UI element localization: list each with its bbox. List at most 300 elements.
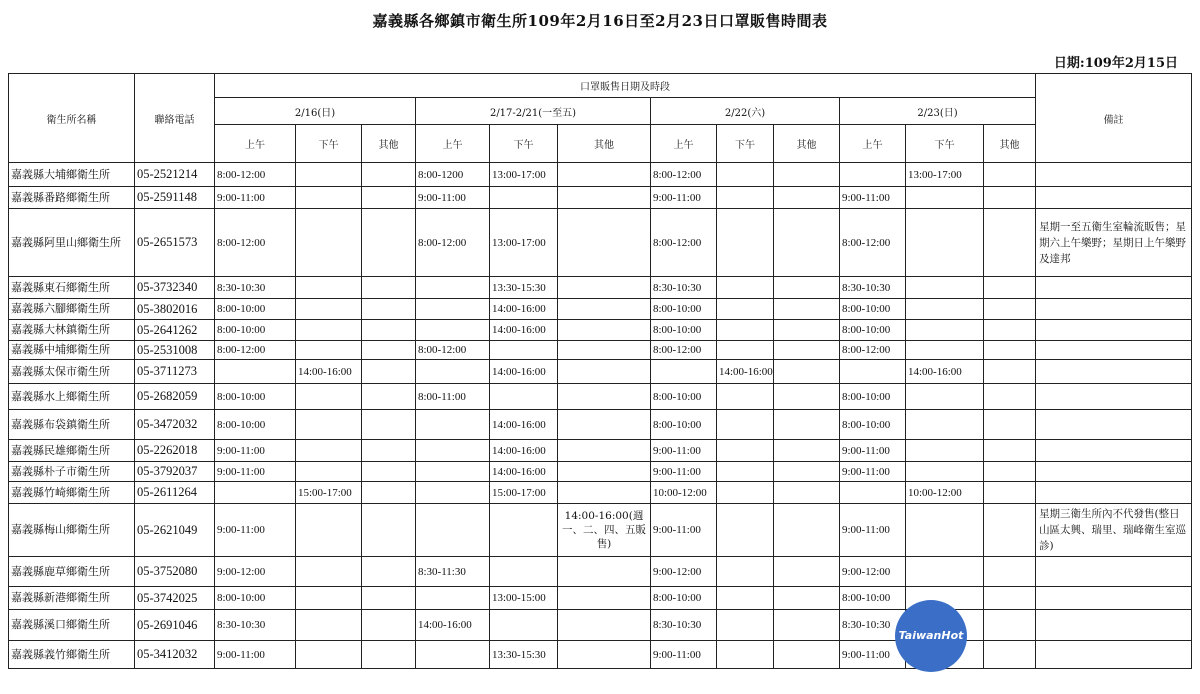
time-slot xyxy=(362,440,416,462)
remark-cell xyxy=(1036,641,1192,669)
time-slot xyxy=(558,482,651,504)
time-slot: 14:00-16:00 xyxy=(717,360,774,384)
table-row xyxy=(9,462,1192,482)
table-row xyxy=(9,360,1192,384)
header-pm: 下午 xyxy=(490,125,558,163)
time-slot xyxy=(774,163,840,187)
schedule-table xyxy=(8,73,1192,669)
clinic-name: 嘉義縣阿里山鄉衛生所 xyxy=(9,209,135,277)
time-slot: 14:00-16:00 xyxy=(490,360,558,384)
time-slot xyxy=(416,360,490,384)
time-slot: 14:00-16:00 xyxy=(296,360,362,384)
time-slot: 8:00-1200 xyxy=(416,163,490,187)
clinic-name: 嘉義縣水上鄉衛生所 xyxy=(9,384,135,410)
time-slot: 13:00-17:00 xyxy=(490,163,558,187)
header-phone: 聯絡電話 xyxy=(135,74,215,163)
remark-cell xyxy=(1036,462,1192,482)
time-slot xyxy=(362,187,416,209)
time-slot: 8:30-11:30 xyxy=(416,557,490,587)
contact-phone: 05-2621049 xyxy=(135,504,215,557)
time-slot xyxy=(558,299,651,320)
contact-phone: 05-3752080 xyxy=(135,557,215,587)
table-row xyxy=(9,504,1192,557)
time-slot: 8:00-10:00 xyxy=(215,384,296,410)
contact-phone: 05-3472032 xyxy=(135,410,215,440)
time-slot xyxy=(774,482,840,504)
time-slot xyxy=(416,440,490,462)
time-slot xyxy=(984,410,1036,440)
time-slot xyxy=(717,209,774,277)
time-slot xyxy=(906,341,984,360)
time-slot xyxy=(984,299,1036,320)
time-slot xyxy=(717,587,774,610)
time-slot xyxy=(296,163,362,187)
time-slot xyxy=(558,440,651,462)
table-row xyxy=(9,341,1192,360)
clinic-name: 嘉義縣番路鄉衛生所 xyxy=(9,187,135,209)
time-slot xyxy=(984,163,1036,187)
time-slot: 8:00-10:00 xyxy=(215,320,296,341)
time-slot xyxy=(774,299,840,320)
time-slot xyxy=(840,360,906,384)
time-slot xyxy=(296,299,362,320)
clinic-name: 嘉義縣布袋鎮衛生所 xyxy=(9,410,135,440)
time-slot xyxy=(362,504,416,557)
time-slot: 8:30-10:30 xyxy=(840,277,906,299)
time-slot xyxy=(362,277,416,299)
remark-cell xyxy=(1036,320,1192,341)
time-slot xyxy=(717,410,774,440)
contact-phone: 05-2651573 xyxy=(135,209,215,277)
time-slot xyxy=(984,384,1036,410)
table-row xyxy=(9,299,1192,320)
time-slot: 9:00-11:00 xyxy=(215,462,296,482)
clinic-name: 嘉義縣溪口鄉衛生所 xyxy=(9,610,135,641)
time-slot: 8:00-12:00 xyxy=(416,209,490,277)
time-slot: 8:00-12:00 xyxy=(215,163,296,187)
contact-phone: 05-3711273 xyxy=(135,360,215,384)
time-slot xyxy=(717,641,774,669)
remark-cell xyxy=(1036,384,1192,410)
time-slot xyxy=(296,277,362,299)
time-slot xyxy=(558,320,651,341)
time-slot: 9:00-12:00 xyxy=(651,557,717,587)
time-slot: 8:30-10:30 xyxy=(651,277,717,299)
time-slot xyxy=(362,360,416,384)
time-slot xyxy=(774,320,840,341)
time-slot: 8:00-10:00 xyxy=(840,299,906,320)
time-slot xyxy=(558,410,651,440)
clinic-name: 嘉義縣義竹鄉衛生所 xyxy=(9,641,135,669)
clinic-name: 嘉義縣朴子市衛生所 xyxy=(9,462,135,482)
time-slot: 10:00-12:00 xyxy=(651,482,717,504)
time-slot xyxy=(717,187,774,209)
header-pm: 下午 xyxy=(717,125,774,163)
time-slot xyxy=(416,587,490,610)
time-slot xyxy=(362,587,416,610)
time-slot: 13:00-17:00 xyxy=(490,209,558,277)
time-slot: 13:00-15:00 xyxy=(490,587,558,610)
time-slot: 9:00-11:00 xyxy=(215,440,296,462)
time-slot: 14:00-16:00 xyxy=(906,360,984,384)
table-row xyxy=(9,610,1192,641)
time-slot xyxy=(296,384,362,410)
time-slot: 13:00-17:00 xyxy=(906,163,984,187)
header-am: 上午 xyxy=(215,125,296,163)
header-other: 其他 xyxy=(984,125,1036,163)
remark-cell xyxy=(1036,610,1192,641)
time-slot: 14:00-16:00(週一、二、四、五販售) xyxy=(558,504,651,557)
clinic-name: 嘉義縣六腳鄉衛生所 xyxy=(9,299,135,320)
time-slot: 8:30-10:30 xyxy=(840,610,906,641)
time-slot xyxy=(906,504,984,557)
time-slot: 9:00-11:00 xyxy=(651,504,717,557)
contact-phone: 05-3732340 xyxy=(135,277,215,299)
time-slot xyxy=(984,462,1036,482)
contact-phone: 05-2611264 xyxy=(135,482,215,504)
remark-cell xyxy=(1036,557,1192,587)
time-slot: 14:00-16:00 xyxy=(416,610,490,641)
contact-phone: 05-2521214 xyxy=(135,163,215,187)
header-pm: 下午 xyxy=(906,125,984,163)
time-slot xyxy=(296,504,362,557)
time-slot xyxy=(906,187,984,209)
clinic-name: 嘉義縣新港鄉衛生所 xyxy=(9,587,135,610)
time-slot xyxy=(296,462,362,482)
time-slot: 9:00-11:00 xyxy=(840,504,906,557)
time-slot xyxy=(296,440,362,462)
time-slot xyxy=(984,440,1036,462)
time-slot: 9:00-11:00 xyxy=(416,187,490,209)
table-row xyxy=(9,163,1192,187)
remark-cell xyxy=(1036,163,1192,187)
header-other: 其他 xyxy=(362,125,416,163)
time-slot: 8:00-10:00 xyxy=(651,410,717,440)
remark-cell: 星期一至五衛生室輪流販售；星期六上午樂野；星期日上午樂野及達邦 xyxy=(1036,209,1192,277)
time-slot xyxy=(558,360,651,384)
time-slot xyxy=(717,163,774,187)
time-slot: 9:00-11:00 xyxy=(215,504,296,557)
time-slot: 14:00-16:00 xyxy=(490,462,558,482)
header-day: 2/16(日) xyxy=(215,98,416,125)
table-row xyxy=(9,384,1192,410)
time-slot xyxy=(717,440,774,462)
clinic-name: 嘉義縣太保市衛生所 xyxy=(9,360,135,384)
document-date: 日期:109年2月15日 xyxy=(1053,56,1178,71)
time-slot: 8:00-10:00 xyxy=(840,410,906,440)
time-slot xyxy=(984,641,1036,669)
header-am: 上午 xyxy=(416,125,490,163)
time-slot: 8:30-10:30 xyxy=(215,610,296,641)
remark-cell xyxy=(1036,299,1192,320)
time-slot xyxy=(774,641,840,669)
remark-cell xyxy=(1036,277,1192,299)
time-slot xyxy=(362,610,416,641)
time-slot xyxy=(906,462,984,482)
clinic-name: 嘉義縣鹿草鄉衛生所 xyxy=(9,557,135,587)
time-slot xyxy=(490,384,558,410)
header-sales-period: 口罩販售日期及時段 xyxy=(215,74,1036,98)
header-day: 2/22(六) xyxy=(651,98,840,125)
header-other: 其他 xyxy=(774,125,840,163)
time-slot xyxy=(490,557,558,587)
time-slot xyxy=(906,320,984,341)
time-slot xyxy=(362,209,416,277)
time-slot xyxy=(984,320,1036,341)
time-slot xyxy=(558,277,651,299)
time-slot xyxy=(416,504,490,557)
time-slot xyxy=(774,440,840,462)
time-slot xyxy=(984,587,1036,610)
time-slot xyxy=(296,341,362,360)
time-slot xyxy=(416,641,490,669)
time-slot: 14:00-16:00 xyxy=(490,320,558,341)
time-slot: 10:00-12:00 xyxy=(906,482,984,504)
time-slot xyxy=(774,557,840,587)
contact-phone: 05-3802016 xyxy=(135,299,215,320)
time-slot: 8:30-10:30 xyxy=(651,610,717,641)
time-slot xyxy=(717,504,774,557)
time-slot xyxy=(416,299,490,320)
time-slot xyxy=(296,610,362,641)
remark-cell xyxy=(1036,587,1192,610)
time-slot xyxy=(984,557,1036,587)
time-slot xyxy=(774,277,840,299)
time-slot xyxy=(558,557,651,587)
time-slot xyxy=(416,410,490,440)
time-slot: 9:00-11:00 xyxy=(840,440,906,462)
time-slot xyxy=(558,163,651,187)
table-row xyxy=(9,320,1192,341)
time-slot xyxy=(717,277,774,299)
time-slot xyxy=(984,277,1036,299)
time-slot xyxy=(906,384,984,410)
time-slot: 9:00-11:00 xyxy=(651,440,717,462)
time-slot: 8:00-10:00 xyxy=(651,320,717,341)
time-slot xyxy=(717,482,774,504)
time-slot xyxy=(362,641,416,669)
time-slot: 8:00-12:00 xyxy=(651,163,717,187)
table-row xyxy=(9,440,1192,462)
time-slot: 8:00-10:00 xyxy=(215,587,296,610)
time-slot xyxy=(490,187,558,209)
time-slot xyxy=(490,610,558,641)
header-am: 上午 xyxy=(651,125,717,163)
time-slot: 8:00-10:00 xyxy=(215,410,296,440)
time-slot xyxy=(840,482,906,504)
time-slot xyxy=(774,504,840,557)
time-slot: 9:00-11:00 xyxy=(215,641,296,669)
clinic-name: 嘉義縣中埔鄉衛生所 xyxy=(9,341,135,360)
contact-phone: 05-3412032 xyxy=(135,641,215,669)
time-slot xyxy=(984,341,1036,360)
time-slot xyxy=(362,384,416,410)
time-slot: 8:00-12:00 xyxy=(215,341,296,360)
header-other: 其他 xyxy=(558,125,651,163)
time-slot: 8:00-12:00 xyxy=(840,341,906,360)
time-slot xyxy=(558,384,651,410)
table-row xyxy=(9,277,1192,299)
time-slot xyxy=(774,187,840,209)
time-slot xyxy=(362,320,416,341)
table-row xyxy=(9,482,1192,504)
time-slot xyxy=(558,610,651,641)
time-slot: 8:00-10:00 xyxy=(840,587,906,610)
time-slot xyxy=(490,504,558,557)
remark-cell xyxy=(1036,482,1192,504)
time-slot xyxy=(984,482,1036,504)
time-slot xyxy=(717,320,774,341)
time-slot: 8:00-12:00 xyxy=(416,341,490,360)
time-slot xyxy=(774,341,840,360)
remark-cell xyxy=(1036,187,1192,209)
time-slot: 8:00-12:00 xyxy=(651,341,717,360)
time-slot xyxy=(774,610,840,641)
time-slot: 9:00-11:00 xyxy=(651,187,717,209)
time-slot xyxy=(984,504,1036,557)
header-name: 衛生所名稱 xyxy=(9,74,135,163)
time-slot xyxy=(215,360,296,384)
time-slot xyxy=(296,587,362,610)
time-slot: 8:00-10:00 xyxy=(651,587,717,610)
time-slot xyxy=(906,440,984,462)
clinic-name: 嘉義縣大埔鄉衛生所 xyxy=(9,163,135,187)
time-slot xyxy=(984,360,1036,384)
remark-cell xyxy=(1036,341,1192,360)
time-slot: 9:00-12:00 xyxy=(840,557,906,587)
time-slot xyxy=(296,557,362,587)
time-slot xyxy=(362,410,416,440)
header-day: 2/23(日) xyxy=(840,98,1036,125)
time-slot xyxy=(362,299,416,320)
time-slot xyxy=(558,341,651,360)
remark-cell xyxy=(1036,360,1192,384)
contact-phone: 05-2591148 xyxy=(135,187,215,209)
time-slot: 8:00-12:00 xyxy=(651,209,717,277)
time-slot: 8:00-10:00 xyxy=(215,299,296,320)
time-slot: 9:00-11:00 xyxy=(651,641,717,669)
time-slot xyxy=(906,209,984,277)
clinic-name: 嘉義縣竹崎鄉衛生所 xyxy=(9,482,135,504)
contact-phone: 05-2641262 xyxy=(135,320,215,341)
table-row xyxy=(9,587,1192,610)
time-slot xyxy=(362,163,416,187)
time-slot xyxy=(558,587,651,610)
time-slot xyxy=(906,410,984,440)
time-slot: 8:00-10:00 xyxy=(840,384,906,410)
time-slot xyxy=(651,360,717,384)
table-row xyxy=(9,641,1192,669)
table-row xyxy=(9,187,1192,209)
header-pm: 下午 xyxy=(296,125,362,163)
time-slot xyxy=(906,277,984,299)
time-slot xyxy=(717,610,774,641)
time-slot: 14:00-16:00 xyxy=(490,410,558,440)
table-row xyxy=(9,557,1192,587)
time-slot xyxy=(717,557,774,587)
contact-phone: 05-3742025 xyxy=(135,587,215,610)
clinic-name: 嘉義縣大林鎮衛生所 xyxy=(9,320,135,341)
contact-phone: 05-2262018 xyxy=(135,440,215,462)
header-remark: 備註 xyxy=(1036,74,1192,163)
time-slot: 13:30-15:30 xyxy=(490,641,558,669)
time-slot: 14:00-16:00 xyxy=(490,299,558,320)
time-slot: 8:30-10:30 xyxy=(215,277,296,299)
table-row xyxy=(9,209,1192,277)
time-slot xyxy=(296,187,362,209)
time-slot xyxy=(558,462,651,482)
time-slot xyxy=(774,384,840,410)
time-slot: 15:00-17:00 xyxy=(490,482,558,504)
time-slot xyxy=(362,482,416,504)
time-slot xyxy=(558,209,651,277)
time-slot xyxy=(840,163,906,187)
time-slot xyxy=(906,557,984,587)
table-row xyxy=(9,410,1192,440)
time-slot xyxy=(296,641,362,669)
time-slot: 8:00-10:00 xyxy=(840,320,906,341)
time-slot: 9:00-11:00 xyxy=(215,187,296,209)
clinic-name: 嘉義縣民雄鄉衛生所 xyxy=(9,440,135,462)
time-slot: 13:30-15:30 xyxy=(490,277,558,299)
clinic-name: 嘉義縣東石鄉衛生所 xyxy=(9,277,135,299)
remark-cell: 星期三衛生所內不代發售(整日山區太興、瑞里、瑞峰衛生室巡診) xyxy=(1036,504,1192,557)
time-slot xyxy=(717,341,774,360)
time-slot xyxy=(296,410,362,440)
contact-phone: 05-2691046 xyxy=(135,610,215,641)
time-slot xyxy=(774,462,840,482)
time-slot xyxy=(362,462,416,482)
time-slot: 8:00-12:00 xyxy=(215,209,296,277)
header-am: 上午 xyxy=(840,125,906,163)
contact-phone: 05-2531008 xyxy=(135,341,215,360)
time-slot: 9:00-11:00 xyxy=(651,462,717,482)
time-slot: 14:00-16:00 xyxy=(490,440,558,462)
time-slot xyxy=(984,209,1036,277)
time-slot xyxy=(717,299,774,320)
time-slot xyxy=(490,341,558,360)
time-slot xyxy=(362,341,416,360)
time-slot xyxy=(774,360,840,384)
time-slot xyxy=(906,299,984,320)
taiwanhot-watermark-logo: TaiwanHot xyxy=(895,600,967,672)
time-slot xyxy=(416,277,490,299)
time-slot xyxy=(774,209,840,277)
time-slot xyxy=(416,320,490,341)
time-slot xyxy=(296,209,362,277)
time-slot xyxy=(296,320,362,341)
time-slot: 8:00-11:00 xyxy=(416,384,490,410)
time-slot xyxy=(558,641,651,669)
time-slot xyxy=(984,187,1036,209)
time-slot: 9:00-12:00 xyxy=(215,557,296,587)
time-slot: 8:00-10:00 xyxy=(651,384,717,410)
contact-phone: 05-3792037 xyxy=(135,462,215,482)
time-slot xyxy=(774,410,840,440)
time-slot: 8:00-12:00 xyxy=(840,209,906,277)
time-slot xyxy=(717,384,774,410)
time-slot xyxy=(717,462,774,482)
time-slot: 9:00-11:00 xyxy=(840,462,906,482)
time-slot: 8:00-10:00 xyxy=(651,299,717,320)
header-day: 2/17-2/21(一至五) xyxy=(416,98,651,125)
time-slot: 15:00-17:00 xyxy=(296,482,362,504)
time-slot xyxy=(362,557,416,587)
contact-phone: 05-2682059 xyxy=(135,384,215,410)
page-title: 嘉義縣各鄉鎮市衛生所109年2月16日至2月23日口罩販售時間表 xyxy=(372,12,828,30)
time-slot xyxy=(774,587,840,610)
time-slot: 9:00-11:00 xyxy=(840,187,906,209)
